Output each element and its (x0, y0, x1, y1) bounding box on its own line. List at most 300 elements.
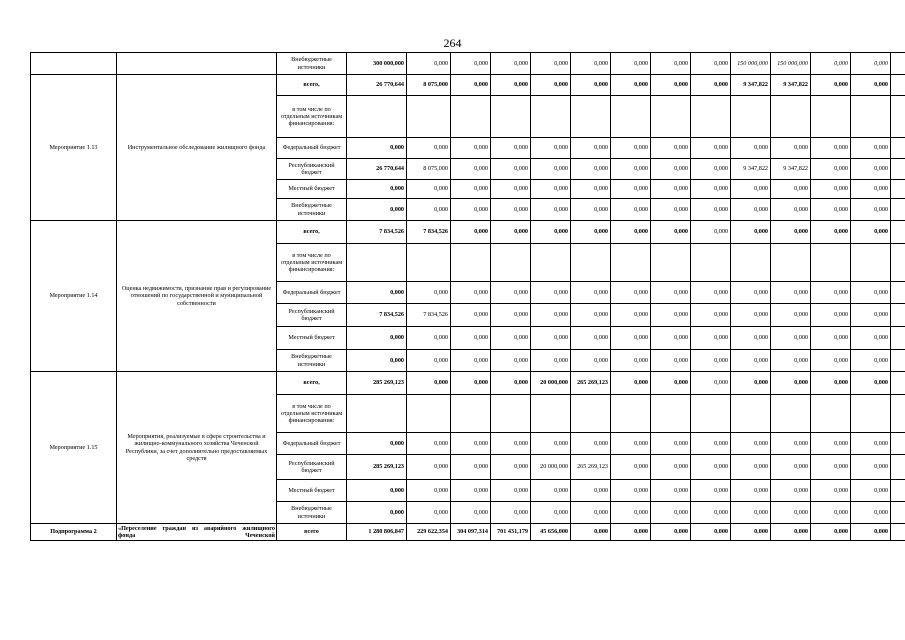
value-cell (811, 244, 851, 282)
value-cell: 0,000 (691, 138, 731, 159)
value-cell: 0,000 (491, 159, 531, 180)
value-cell: 26 770,644 (347, 75, 407, 96)
value-cell (691, 96, 731, 138)
value-cell: 0,000 (451, 433, 491, 455)
measure-name-cell: Мероприятия, реализуемые в сфере строительства и жилищно-коммунального хозяйства Чеченской Республики, за счет дополнительно предоставляемых средств (117, 372, 277, 524)
measure-name-cell: Оценка недвижимости, признание прав и регулирование отношений по государственной и муниципальной собственности (117, 221, 277, 372)
value-cell: 0,000 (571, 199, 611, 221)
value-cell: 0,000 (851, 524, 891, 541)
value-cell: 0,000 (851, 53, 891, 75)
value-cell: 0,000 (407, 502, 451, 524)
value-cell: 0,000 (611, 221, 651, 244)
value-cell: 0,000 (851, 75, 891, 96)
value-cell (651, 96, 691, 138)
value-cell: 229 622,354 (407, 524, 451, 541)
value-cell: 0,000 (691, 199, 731, 221)
value-cell: 0,000 (851, 350, 891, 372)
value-cell: 0,000 (571, 524, 611, 541)
value-cell (891, 53, 905, 75)
value-cell: 7 834,526 (407, 304, 451, 327)
value-cell: 0,000 (651, 282, 691, 304)
value-cell: 0,000 (691, 180, 731, 199)
value-cell: 0,000 (811, 372, 851, 395)
value-cell: 0,000 (491, 350, 531, 372)
value-cell: 0,000 (651, 138, 691, 159)
value-cell: 0,000 (851, 327, 891, 350)
funding-source-cell: Республиканский бюджет (277, 304, 347, 327)
value-cell: 0,000 (651, 199, 691, 221)
funding-source-cell: всего, (277, 221, 347, 244)
value-cell: 0,000 (771, 282, 811, 304)
value-cell: 0,000 (731, 327, 771, 350)
value-cell: 0,000 (611, 199, 651, 221)
value-cell: 0,000 (691, 350, 731, 372)
value-cell: 0,000 (851, 199, 891, 221)
value-cell: 0,000 (611, 53, 651, 75)
value-cell: 0,000 (571, 502, 611, 524)
measure-name-cell: «Переселение граждан из аварийного жилищного фонда Чеченской (118, 524, 275, 539)
value-cell (891, 455, 905, 480)
value-cell: 8 075,000 (407, 159, 451, 180)
value-cell: 0,000 (651, 455, 691, 480)
value-cell: 7 834,526 (407, 221, 451, 244)
value-cell: 9 347,822 (731, 75, 771, 96)
value-cell: 0,000 (571, 327, 611, 350)
value-cell: 0,000 (491, 282, 531, 304)
value-cell: 0,000 (347, 350, 407, 372)
value-cell (571, 96, 611, 138)
value-cell: 0,000 (407, 372, 451, 395)
value-cell: 0,000 (731, 524, 771, 541)
value-cell: 0,000 (771, 221, 811, 244)
value-cell: 0,000 (451, 480, 491, 502)
value-cell: 0,000 (451, 53, 491, 75)
value-cell: 0,000 (811, 221, 851, 244)
value-cell: 265 269,123 (571, 455, 611, 480)
table-row (31, 221, 905, 244)
value-cell: 0,000 (731, 433, 771, 455)
value-cell: 0,000 (531, 327, 571, 350)
value-cell: 0,000 (407, 199, 451, 221)
funding-source-cell: Местный бюджет (277, 327, 347, 350)
value-cell: 0,000 (571, 180, 611, 199)
value-cell: 0,000 (611, 75, 651, 96)
value-cell: 0,000 (531, 480, 571, 502)
value-cell: 0,000 (851, 138, 891, 159)
table-row (31, 75, 905, 96)
value-cell: 0,000 (651, 433, 691, 455)
value-cell: 20 000,000 (531, 372, 571, 395)
value-cell: 0,000 (451, 180, 491, 199)
value-cell: 0,000 (651, 180, 691, 199)
value-cell: 0,000 (491, 455, 531, 480)
value-cell: 0,000 (691, 480, 731, 502)
value-cell: 0,000 (651, 53, 691, 75)
value-cell: 0,000 (731, 502, 771, 524)
value-cell: 0,000 (531, 282, 571, 304)
value-cell: 150 000,000 (771, 53, 811, 75)
value-cell: 0,000 (531, 53, 571, 75)
value-cell: 0,000 (611, 350, 651, 372)
continuation-cell (117, 53, 277, 75)
funding-source-cell: в том числе по отдельным источникам финансирования: (277, 96, 347, 138)
value-cell: 0,000 (611, 372, 651, 395)
value-cell (891, 524, 905, 541)
value-cell: 0,000 (611, 327, 651, 350)
value-cell (891, 244, 905, 282)
value-cell (651, 244, 691, 282)
value-cell (891, 138, 905, 159)
measure-code-cell: Подпрограмма 2 (31, 524, 117, 541)
value-cell: 0,000 (531, 350, 571, 372)
value-cell: 7 834,526 (347, 304, 407, 327)
value-cell (891, 395, 905, 433)
value-cell (531, 244, 571, 282)
value-cell: 0,000 (771, 327, 811, 350)
value-cell: 0,000 (451, 282, 491, 304)
funding-source-cell: всего, (277, 75, 347, 96)
value-cell: 0,000 (531, 180, 571, 199)
value-cell: 0,000 (851, 480, 891, 502)
value-cell: 0,000 (531, 159, 571, 180)
value-cell: 0,000 (811, 199, 851, 221)
value-cell: 20 000,000 (531, 455, 571, 480)
value-cell: 0,000 (691, 53, 731, 75)
value-cell: 0,000 (571, 159, 611, 180)
value-cell (851, 395, 891, 433)
value-cell: 0,000 (407, 282, 451, 304)
value-cell: 0,000 (771, 180, 811, 199)
value-cell: 0,000 (451, 327, 491, 350)
value-cell (891, 75, 905, 96)
value-cell: 0,000 (571, 138, 611, 159)
value-cell (407, 244, 451, 282)
funding-source-cell: Внебюджетные источники (277, 502, 347, 524)
value-cell: 0,000 (811, 75, 851, 96)
value-cell: 0,000 (491, 327, 531, 350)
value-cell: 0,000 (691, 433, 731, 455)
value-cell: 0,000 (611, 502, 651, 524)
value-cell: 0,000 (811, 159, 851, 180)
value-cell: 0,000 (691, 159, 731, 180)
value-cell: 0,000 (651, 524, 691, 541)
value-cell (451, 244, 491, 282)
value-cell: 0,000 (347, 433, 407, 455)
value-cell: 0,000 (451, 199, 491, 221)
value-cell: 0,000 (451, 138, 491, 159)
value-cell: 0,000 (691, 282, 731, 304)
value-cell: 0,000 (771, 480, 811, 502)
value-cell: 0,000 (531, 502, 571, 524)
value-cell: 0,000 (407, 180, 451, 199)
funding-source-cell: Республиканский бюджет (277, 455, 347, 480)
value-cell: 285 269,123 (347, 372, 407, 395)
value-cell: 0,000 (571, 221, 611, 244)
value-cell: 0,000 (451, 455, 491, 480)
value-cell (491, 395, 531, 433)
value-cell (691, 395, 731, 433)
value-cell: 300 000,000 (347, 53, 407, 75)
funding-source-cell: Республиканский бюджет (277, 159, 347, 180)
value-cell (891, 221, 905, 244)
value-cell: 0,000 (851, 372, 891, 395)
value-cell: 0,000 (651, 372, 691, 395)
value-cell (491, 244, 531, 282)
value-cell: 0,000 (347, 502, 407, 524)
value-cell: 0,000 (407, 433, 451, 455)
funding-source-cell: Федеральный бюджет (277, 138, 347, 159)
value-cell: 0,000 (731, 199, 771, 221)
funding-source-cell: всего, (277, 372, 347, 395)
funding-source-cell: Внебюджетные источники (277, 350, 347, 372)
value-cell: 0,000 (407, 327, 451, 350)
value-cell (347, 244, 407, 282)
value-cell: 0,000 (771, 372, 811, 395)
value-cell: 0,000 (651, 75, 691, 96)
value-cell: 0,000 (651, 159, 691, 180)
value-cell: 0,000 (851, 304, 891, 327)
value-cell: 0,000 (531, 304, 571, 327)
value-cell (407, 395, 451, 433)
value-cell: 0,000 (571, 480, 611, 502)
value-cell: 0,000 (531, 433, 571, 455)
continuation-cell (31, 53, 117, 75)
funding-source-cell: в том числе по отдельным источникам финансирования: (277, 395, 347, 433)
value-cell (651, 395, 691, 433)
funding-source-cell: Внебюджетные источники (277, 53, 347, 75)
value-cell (731, 395, 771, 433)
value-cell (771, 244, 811, 282)
value-cell: 0,000 (347, 480, 407, 502)
value-cell: 0,000 (531, 138, 571, 159)
value-cell: 0,000 (731, 138, 771, 159)
value-cell: 0,000 (611, 304, 651, 327)
value-cell: 0,000 (691, 372, 731, 395)
funding-source-cell: Внебюджетные источники (277, 199, 347, 221)
value-cell: 26 770,644 (347, 159, 407, 180)
value-cell: 0,000 (491, 433, 531, 455)
value-cell: 0,000 (691, 524, 731, 541)
value-cell: 0,000 (491, 304, 531, 327)
value-cell (491, 96, 531, 138)
value-cell (451, 96, 491, 138)
value-cell (891, 282, 905, 304)
value-cell: 0,000 (491, 75, 531, 96)
value-cell: 0,000 (811, 282, 851, 304)
value-cell (891, 180, 905, 199)
value-cell: 0,000 (347, 282, 407, 304)
value-cell: 0,000 (571, 433, 611, 455)
measure-code-cell: Мероприятие 1.13 (31, 75, 117, 221)
value-cell: 0,000 (771, 199, 811, 221)
value-cell: 0,000 (731, 304, 771, 327)
value-cell: 0,000 (811, 138, 851, 159)
value-cell: 701 431,179 (491, 524, 531, 541)
value-cell: 0,000 (731, 180, 771, 199)
measure-code-cell: Мероприятие 1.15 (31, 372, 117, 524)
value-cell (571, 244, 611, 282)
value-cell (811, 96, 851, 138)
funding-source-cell: Федеральный бюджет (277, 282, 347, 304)
value-cell: 0,000 (611, 480, 651, 502)
value-cell: 0,000 (491, 480, 531, 502)
value-cell (611, 96, 651, 138)
value-cell: 0,000 (491, 221, 531, 244)
value-cell (891, 199, 905, 221)
value-cell: 0,000 (851, 282, 891, 304)
value-cell: 0,000 (851, 159, 891, 180)
value-cell: 0,000 (731, 221, 771, 244)
value-cell: 0,000 (491, 180, 531, 199)
funding-source-cell: всего (277, 524, 347, 541)
value-cell (407, 96, 451, 138)
value-cell: 0,000 (771, 433, 811, 455)
value-cell (851, 96, 891, 138)
value-cell (571, 395, 611, 433)
value-cell: 0,000 (571, 350, 611, 372)
value-cell: 7 834,526 (347, 221, 407, 244)
value-cell (531, 395, 571, 433)
value-cell: 0,000 (491, 502, 531, 524)
value-cell: 0,000 (811, 350, 851, 372)
value-cell: 0,000 (531, 199, 571, 221)
value-cell: 9 347,822 (731, 159, 771, 180)
table-row (31, 524, 905, 541)
value-cell: 0,000 (771, 138, 811, 159)
value-cell: 0,000 (611, 524, 651, 541)
value-cell (611, 244, 651, 282)
value-cell: 150 000,000 (731, 53, 771, 75)
value-cell: 0,000 (691, 327, 731, 350)
value-cell: 0,000 (731, 372, 771, 395)
value-cell: 304 097,314 (451, 524, 491, 541)
value-cell: 0,000 (451, 502, 491, 524)
value-cell: 9 347,822 (771, 159, 811, 180)
value-cell: 0,000 (347, 327, 407, 350)
value-cell: 0,000 (651, 304, 691, 327)
value-cell: 0,000 (731, 455, 771, 480)
value-cell (771, 96, 811, 138)
page-number: 264 (443, 36, 462, 50)
value-cell (891, 159, 905, 180)
value-cell: 1 280 806,847 (347, 524, 407, 541)
table-row (31, 372, 905, 395)
value-cell: 285 269,123 (347, 455, 407, 480)
value-cell: 0,000 (611, 180, 651, 199)
value-cell: 0,000 (651, 350, 691, 372)
value-cell: 0,000 (407, 455, 451, 480)
value-cell: 0,000 (811, 304, 851, 327)
value-cell: 9 347,822 (771, 75, 811, 96)
value-cell: 0,000 (851, 180, 891, 199)
value-cell: 0,000 (691, 502, 731, 524)
value-cell: 0,000 (691, 75, 731, 96)
measure-name-cell: Инструментальное обследование жилищного фонда (117, 75, 277, 221)
value-cell: 0,000 (571, 53, 611, 75)
value-cell: 0,000 (451, 75, 491, 96)
value-cell: 0,000 (611, 138, 651, 159)
value-cell (891, 502, 905, 524)
value-cell: 0,000 (651, 502, 691, 524)
value-cell: 0,000 (771, 304, 811, 327)
value-cell: 0,000 (347, 199, 407, 221)
value-cell: 0,000 (851, 433, 891, 455)
value-cell: 0,000 (491, 372, 531, 395)
value-cell: 0,000 (531, 75, 571, 96)
value-cell: 0,000 (347, 180, 407, 199)
value-cell (731, 96, 771, 138)
value-cell (891, 350, 905, 372)
value-cell (891, 327, 905, 350)
value-cell: 0,000 (611, 455, 651, 480)
value-cell (771, 395, 811, 433)
value-cell: 0,000 (491, 199, 531, 221)
value-cell: 0,000 (571, 75, 611, 96)
value-cell (347, 395, 407, 433)
value-cell: 0,000 (611, 282, 651, 304)
value-cell (611, 395, 651, 433)
value-cell: 0,000 (691, 221, 731, 244)
value-cell: 0,000 (407, 53, 451, 75)
value-cell: 0,000 (731, 350, 771, 372)
value-cell (891, 372, 905, 395)
funding-source-cell: в том числе по отдельным источникам финансирования: (277, 244, 347, 282)
funding-source-cell: Федеральный бюджет (277, 433, 347, 455)
value-cell (851, 244, 891, 282)
value-cell (891, 480, 905, 502)
value-cell: 45 656,000 (531, 524, 571, 541)
value-cell: 0,000 (851, 502, 891, 524)
value-cell: 0,000 (811, 327, 851, 350)
value-cell: 0,000 (651, 221, 691, 244)
budget-table (30, 52, 905, 541)
table-row (31, 53, 905, 75)
value-cell (731, 244, 771, 282)
funding-source-cell: Местный бюджет (277, 480, 347, 502)
value-cell: 0,000 (651, 327, 691, 350)
value-cell: 0,000 (771, 524, 811, 541)
value-cell (811, 395, 851, 433)
value-cell: 0,000 (611, 433, 651, 455)
value-cell (451, 395, 491, 433)
value-cell: 8 075,000 (407, 75, 451, 96)
value-cell: 0,000 (771, 502, 811, 524)
value-cell: 0,000 (651, 480, 691, 502)
value-cell: 0,000 (451, 159, 491, 180)
value-cell (891, 304, 905, 327)
value-cell: 0,000 (451, 350, 491, 372)
value-cell: 0,000 (811, 524, 851, 541)
value-cell: 0,000 (771, 455, 811, 480)
value-cell: 0,000 (491, 53, 531, 75)
value-cell: 0,000 (811, 480, 851, 502)
value-cell: 0,000 (851, 221, 891, 244)
value-cell: 0,000 (407, 350, 451, 372)
value-cell: 0,000 (771, 350, 811, 372)
value-cell (531, 96, 571, 138)
value-cell: 0,000 (811, 502, 851, 524)
value-cell: 0,000 (851, 455, 891, 480)
value-cell: 0,000 (731, 480, 771, 502)
value-cell (347, 96, 407, 138)
value-cell: 0,000 (531, 221, 571, 244)
value-cell: 0,000 (491, 138, 531, 159)
value-cell: 0,000 (811, 433, 851, 455)
value-cell: 0,000 (571, 282, 611, 304)
value-cell: 0,000 (811, 53, 851, 75)
value-cell: 0,000 (691, 304, 731, 327)
value-cell: 0,000 (407, 138, 451, 159)
